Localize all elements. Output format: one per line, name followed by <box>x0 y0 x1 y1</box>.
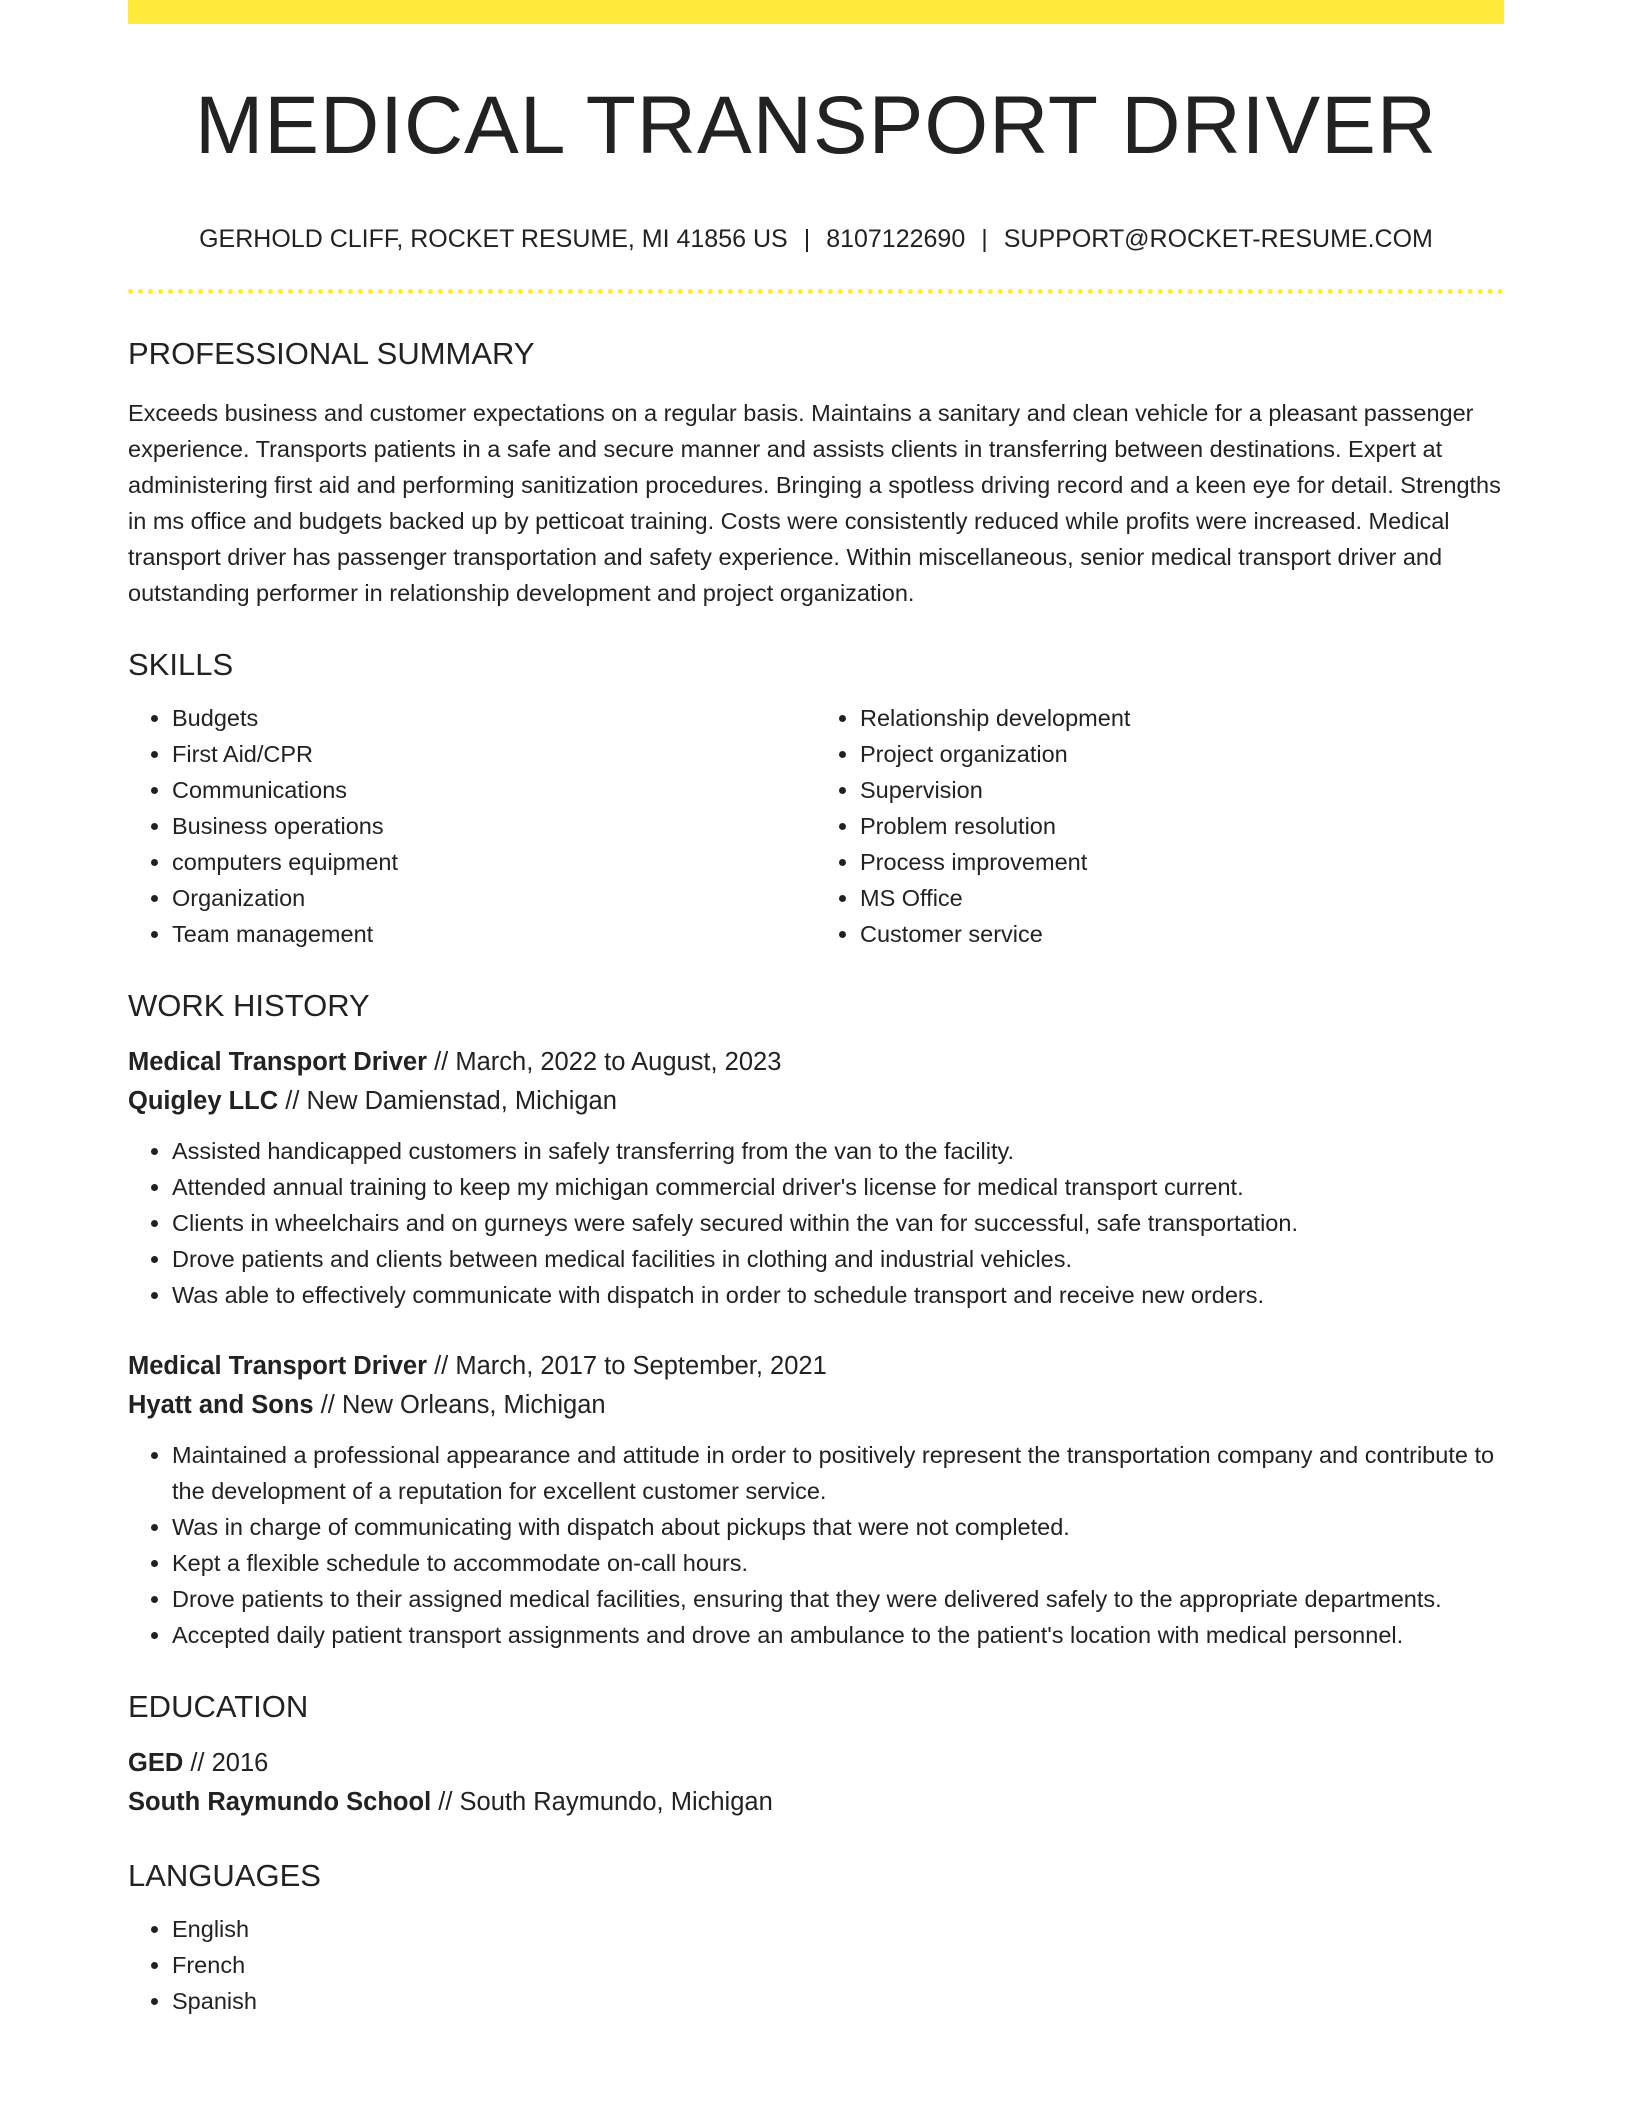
summary-text: Exceeds business and customer expectations on a regular basis. Maintains a sanitary and clean vehicle for a pleasant passenger experience. Transports patients in a safe and secure manner and assists clients in transferring between destinations. Expert at administering first aid and performing sanitization procedures. Bringing a spotless driving record and a keen eye for detail. Strengths in ms office and budgets backed up by petticoat training. Costs were consistently reduced while profits were increased. Medical transport driver has passenger transportation and safety experience. Within miscellaneous, senior medical transport driver and outstanding performer in relationship development and project organization. <box>128 400 1501 606</box>
job-role: Medical Transport Driver <box>128 1352 428 1380</box>
job-bullet: • Assisted handicapped customers in safely transferring from the van to the facility. <box>172 1133 1504 1169</box>
education-heading: EDUCATION <box>128 1689 309 1724</box>
skill-item: • Organization <box>172 880 816 916</box>
job-bullet: • Drove patients to their assigned medical facilities, ensuring that they were delivered safely to the appropriate departments. <box>172 1581 1504 1617</box>
job-bullet: • Accepted daily patient transport assignments and drove an ambulance to the patient's location with medical personnel. <box>172 1617 1504 1653</box>
contact-address: GERHOLD CLIFF, ROCKET RESUME, MI 41856 US <box>199 225 788 253</box>
job-title-line <box>128 1043 1504 1082</box>
language-item: • French <box>172 1947 1504 1983</box>
skills-heading: SKILLS <box>128 647 234 682</box>
contact-separator: | <box>803 225 811 253</box>
skill-item: • Problem resolution <box>860 808 1504 844</box>
job-company-line <box>128 1386 1504 1425</box>
education-location: // South Raymundo, Michigan <box>431 1788 773 1816</box>
skills-right-list <box>816 700 1504 952</box>
skill-item: • Communications <box>172 772 816 808</box>
skill-item: • Relationship development <box>860 700 1504 736</box>
education-school-line <box>128 1783 1504 1822</box>
contact-phone: 8107122690 <box>826 225 966 253</box>
skill-item: • Customer service <box>860 916 1504 952</box>
skill-item: • Supervision <box>860 772 1504 808</box>
contact-separator: | <box>981 225 988 253</box>
education-degree: GED <box>128 1749 184 1777</box>
job-company: Hyatt and Sons <box>128 1391 314 1419</box>
job-bullet: • Clients in wheelchairs and on gurneys were safely secured within the van for successful, safe transportation. <box>172 1205 1504 1241</box>
skill-item: • Budgets <box>172 700 816 736</box>
job-bullet: • Drove patients and clients between medical facilities in clothing and industrial vehicles. <box>172 1241 1504 1277</box>
skill-item: • Project organization <box>860 736 1504 772</box>
job-role: Medical Transport Driver <box>128 1048 428 1076</box>
job-company: Quigley LLC <box>128 1087 279 1115</box>
languages-heading: LANGUAGES <box>128 1858 321 1893</box>
job-location: // New Damienstad, Michigan <box>278 1087 617 1115</box>
skill-item: • Process improvement <box>860 844 1504 880</box>
skill-item: • computers equipment <box>172 844 816 880</box>
job-title-line <box>128 1347 1504 1386</box>
education-year: // 2016 <box>183 1749 269 1777</box>
job-dates: // March, 2017 to September, 2021 <box>427 1352 827 1380</box>
education-school: South Raymundo School <box>128 1788 432 1816</box>
skill-item: • MS Office <box>860 880 1504 916</box>
job-company-line <box>128 1082 1504 1121</box>
skills-left-list <box>128 700 816 952</box>
job-bullet: • Attended annual training to keep my michigan commercial driver's license for medical transport current. <box>172 1169 1504 1205</box>
summary-heading: PROFESSIONAL SUMMARY <box>128 336 535 371</box>
education-entry <box>128 1744 1504 1822</box>
resume-page <box>128 0 1504 2019</box>
job-bullet: • Was able to effectively communicate with dispatch in order to schedule transport and receive new orders. <box>172 1277 1504 1313</box>
language-item: • English <box>172 1911 1504 1947</box>
education-degree-line <box>128 1744 1504 1783</box>
job-location: // New Orleans, Michigan <box>313 1391 606 1419</box>
job-dates: // March, 2022 to August, 2023 <box>427 1048 782 1076</box>
job-bullet: • Maintained a professional appearance and attitude in order to positively represent the transportation company and contribute to the development of a reputation for excellent customer service. <box>172 1437 1504 1509</box>
job-bullet: • Was in charge of communicating with dispatch about pickups that were not completed. <box>172 1509 1504 1545</box>
languages-list <box>128 1911 1504 2019</box>
language-item: • Spanish <box>172 1983 1504 2019</box>
resume-title: MEDICAL TRANSPORT DRIVER <box>194 80 1438 171</box>
work-heading: WORK HISTORY <box>128 988 370 1023</box>
job-entry <box>128 1043 1504 1313</box>
skill-item: • Business operations <box>172 808 816 844</box>
contact-line <box>128 227 1504 252</box>
job-entry <box>128 1347 1504 1653</box>
job-bullet-list <box>128 1133 1504 1313</box>
contact-email: SUPPORT@ROCKET-RESUME.COM <box>1003 225 1433 253</box>
skill-item: • Team management <box>172 916 816 952</box>
job-bullet: • Kept a flexible schedule to accommodate on-call hours. <box>172 1545 1504 1581</box>
skills-columns <box>128 700 1504 952</box>
job-bullet-list <box>128 1437 1504 1653</box>
dotted-divider <box>128 289 1504 294</box>
skill-item: • First Aid/CPR <box>172 736 816 772</box>
accent-bar <box>128 0 1504 24</box>
